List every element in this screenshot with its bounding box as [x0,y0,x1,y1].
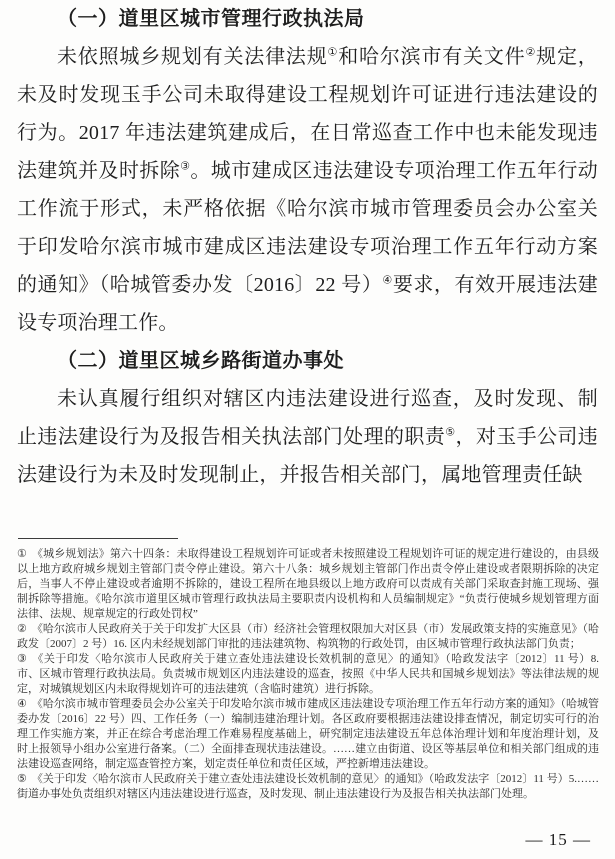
footnote-marker-3: ③ [17,653,28,665]
main-text [17,0,598,494]
body-paragraph-1 [17,38,598,342]
footnote-item-5 [17,772,599,802]
footnote-text-1: 《城乡规划法》第六十四条：未取得建设工程规划许可证或者未按照建设工程规划许可证的规定进行建设的，由县级以上地方政府城乡规划主管部门责令停止建设。第六十八条：城乡规划主管部门作出责令停止建设或者限期拆除的决定后，当事人不停止建设或者逾期不拆除的，建设工程所在地县级以上地方政府可以责成有关部门采取查封施工现场、强制拆除等措施。《哈尔滨市道里区城市管理行政执法局主要职责内设机构和人员编制规定》“负责行使城乡规划管理方面法律、法规、规章规定的行政处罚权” [17,548,599,620]
footnote-divider [18,538,178,539]
section-heading-2: （二）道里区城乡路街道办事处 [57,350,344,372]
footnote-ref-3: ③ [180,160,191,173]
footnote-ref-5: ⑤ [445,426,456,439]
footnote-text-3: 《关于印发〈哈尔滨市人民政府关于建立查处违法建设长效机制的意见〉的通知》（哈政发法字〔2012〕11 号）8. 市、区城市管理行政执法局。负责城市规划区内违法建设的巡查，按照《中华人民共和国城乡规划法》等法律法规的规定，对城镇规划区内未取得规划许可的违法建筑（含临时建筑）进行拆除。 [17,653,599,695]
footnote-marker-5: ⑤ [17,773,27,785]
footnote-item-4 [17,697,599,772]
text-run: 未依照城乡规划有关法律法规 [57,46,328,68]
body-paragraph-2 [17,380,598,494]
section-heading-1: （一）道里区城市管理行政执法局 [57,8,365,30]
footnote-text-5: 《关于印发〈哈尔滨市人民政府关于建立查处违法建设长效机制的意见〉的通知》（哈政发法字〔2012〕11 号）5.……街道办事处负责组织对辖区内违法建设进行巡查，及时发现、制止违法建设行为及报告相关执法部门处理。 [17,773,599,800]
footnote-ref-1: ① [327,46,339,59]
footnote-marker-1: ① [17,548,27,560]
footnote-text-2: 《哈尔滨市人民政府关于关于印发扩大区县（市）经济社会管理权限加大对区县（市）发展政策支持的实施意见》（哈政发〔2007〕2 号）16. 区内未经规划部门审批的违法建筑物、构筑物的行政处罚，由区城市管理行政执法部门负责； [17,623,599,650]
footnote-item-3 [17,652,599,697]
text-run: 要求，有效开展违法建设专项治理工作。 [17,274,599,334]
text-run: 。城市建成区违法建设专项治理工作五年行动工作流于形式，未严格依据《哈尔滨市城市管理委员会办公室关于印发哈尔滨市城市建成区违法建设专项治理工作五年行动方案的通知》（哈城管委办发〔2016〕22 号） [17,160,599,296]
text-run: 规定，未及时发现玉手公司未取得建设工程规划许可证进行违法建设的行为。2017 年违法建筑建成后，在日常巡查工作中也未能发现违法建筑并及时拆除 [17,46,598,182]
text-run: 和哈尔滨市有关文件 [338,46,526,68]
text-run: 未认真履行组织对辖区内违法建设进行巡查，及时发现、制止违法建设行为及报告相关执法部门处理的职责 [17,388,598,448]
footnote-item-1 [17,547,599,622]
footnote-ref-2: ② [525,46,537,59]
footnote-marker-4: ④ [17,698,27,710]
footnote-item-2 [17,622,599,652]
text-run: ，对玉手公司违法建设行为未及时发现制止，并报告相关部门，属地管理责任缺 [17,426,599,486]
page-number: — 15 — [525,830,591,849]
footnote-text-4: 《哈尔滨市城市管理委员会办公室关于印发哈尔滨市城市建成区违法建设专项治理工作五年行动方案的通知》（哈城管委办发〔2016〕22 号）四、工作任务（一）编制违建治理计划。各区政府要根据违法建设排查情况，制定切实可行的治理工作实施方案，并正在综合考虑治理工作难易程度基础上，研究制定违法建设五年总体治理计划和年度治理计划，及时上报领导小组办公室进行备案。（二）全面排查现状违法建设。……建立由街道、设区等基层单位和相关部门组成的违法建设巡查网络，制定巡查管控方案，划定责任单位和责任区域，严控新增违法建设。 [17,698,599,770]
footnote-marker-2: ② [17,623,27,635]
footnotes-section [17,547,599,802]
footnote-ref-4: ④ [382,274,393,287]
